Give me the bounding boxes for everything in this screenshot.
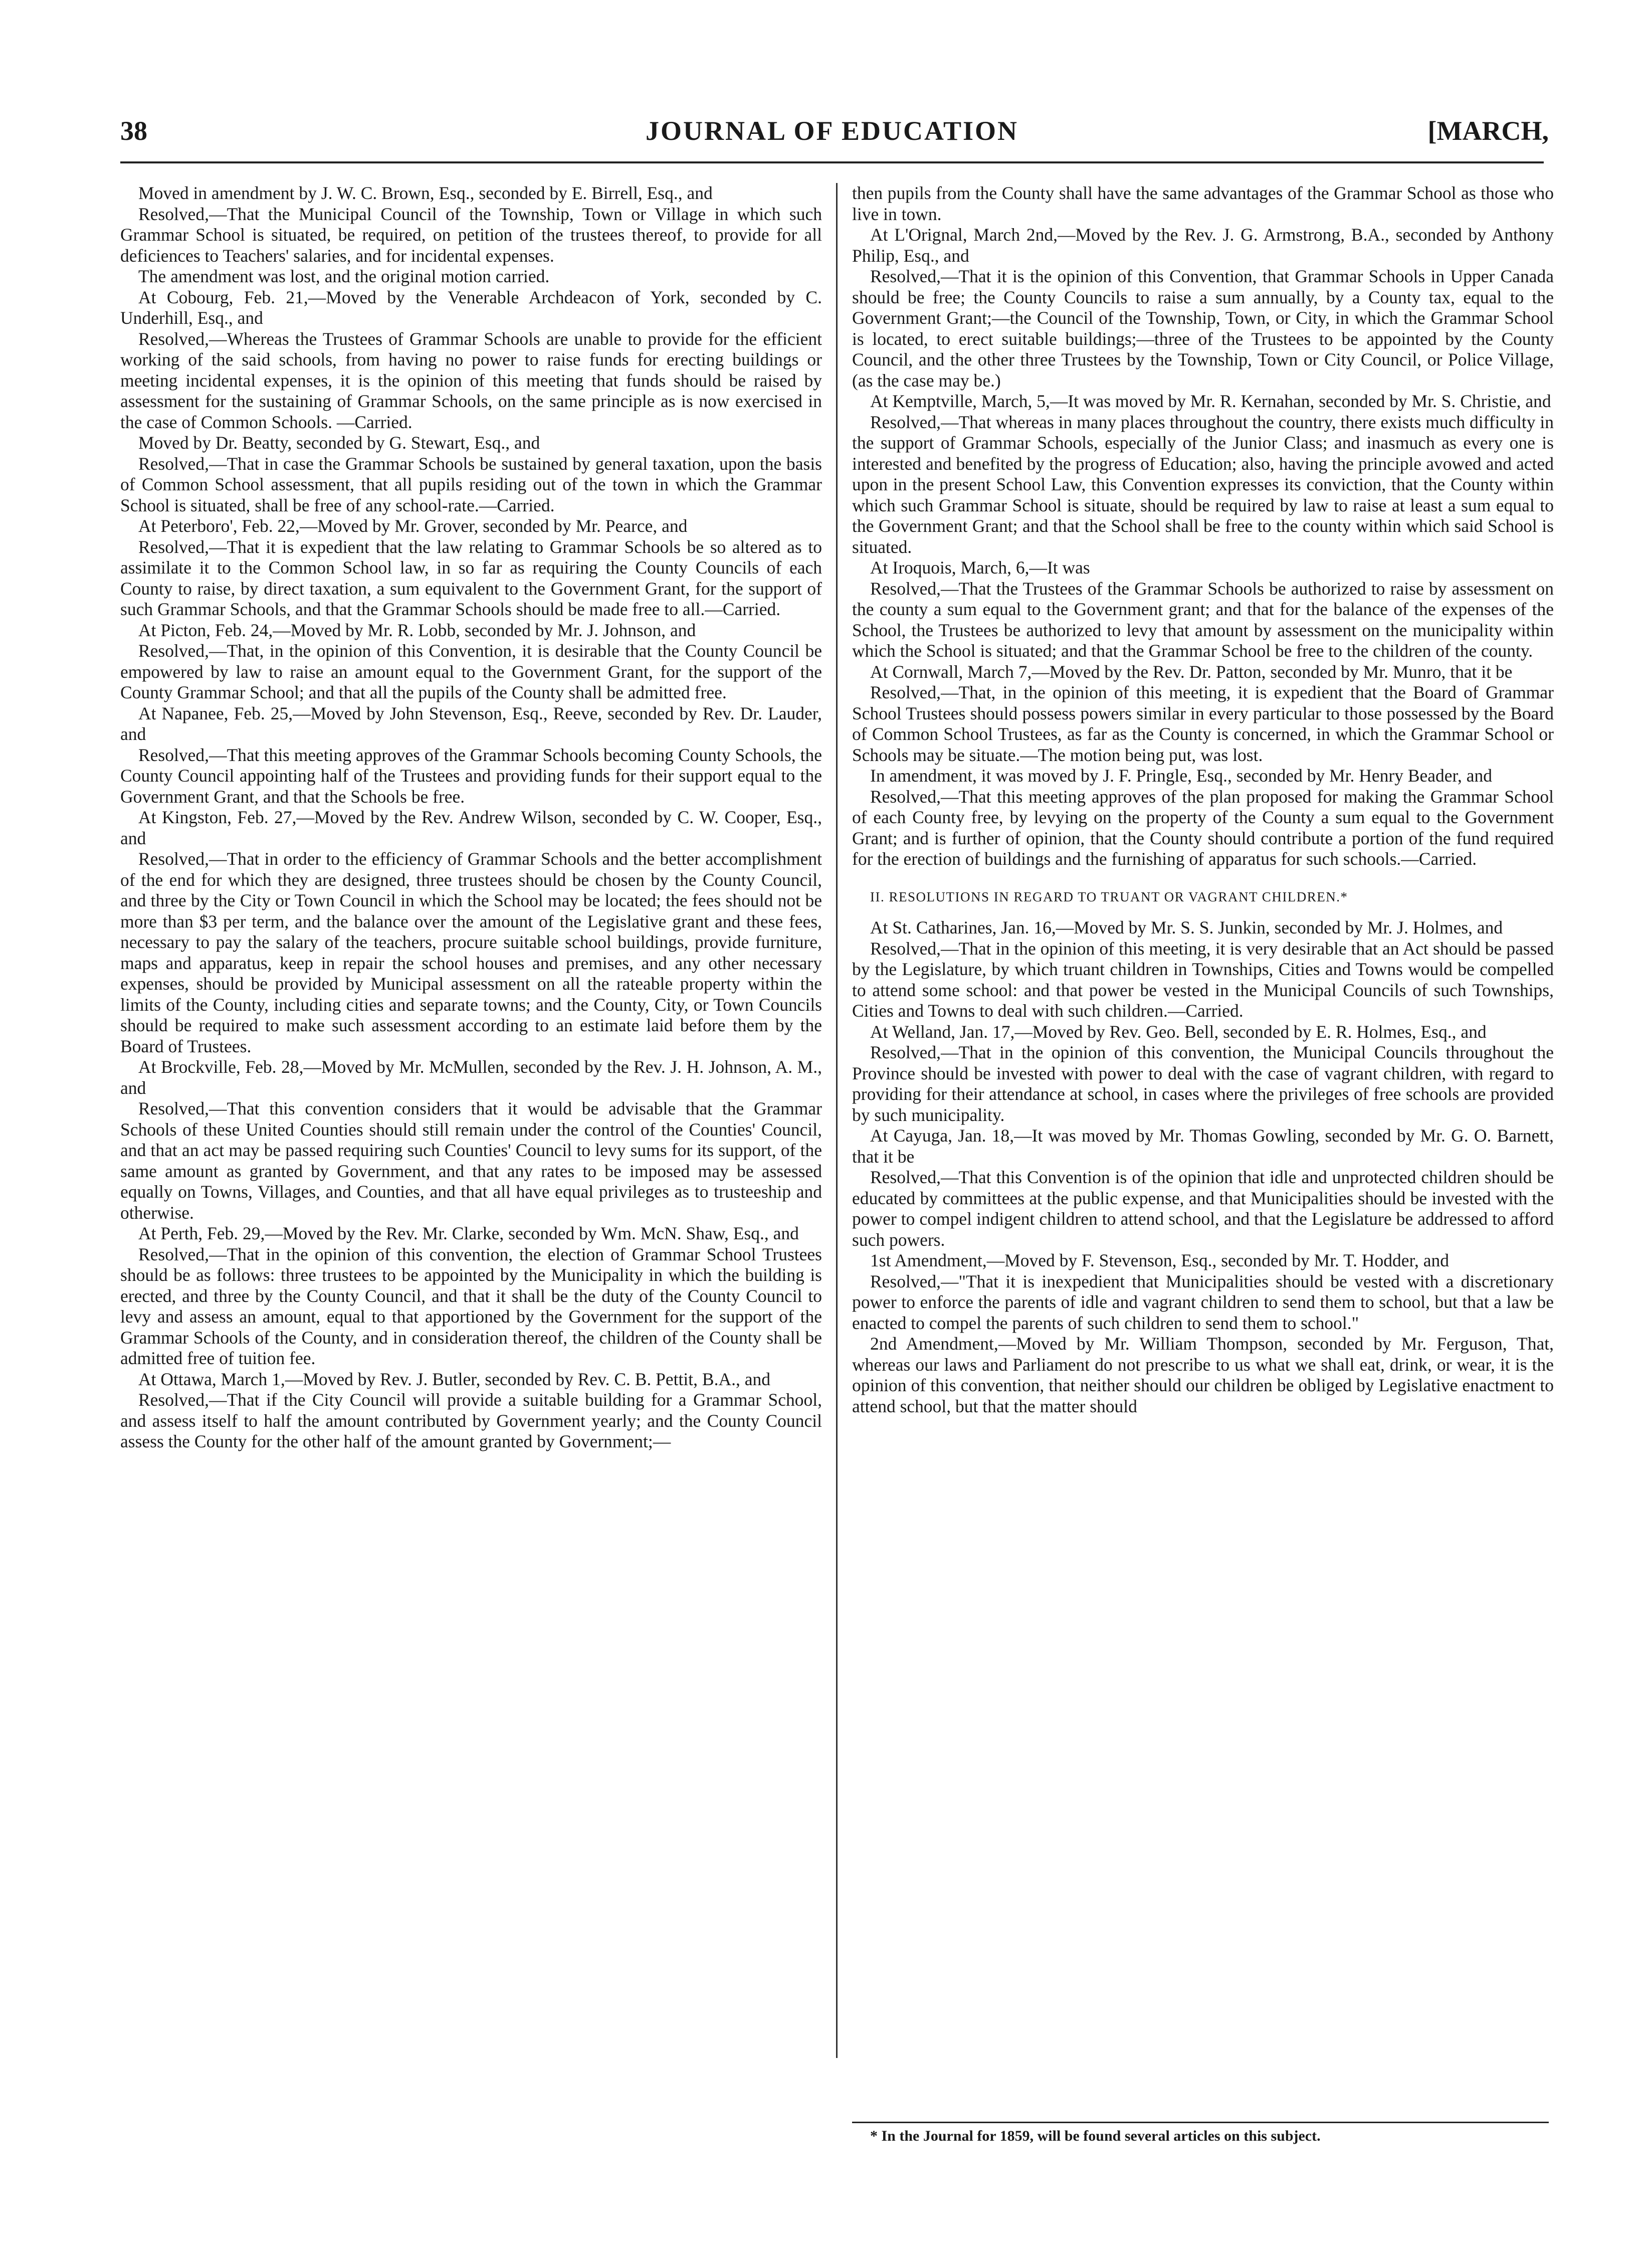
footnote: * In the Journal for 1859, will be found several articles on this subject. bbox=[870, 2128, 1321, 2144]
paragraph: Moved in amendment by J. W. C. Brown, Esq., seconded by E. Birrell, Esq., and bbox=[138, 183, 713, 203]
paragraph: At Peterboro', Feb. 22,—Moved by Mr. Grover, seconded by Mr. Pearce, and bbox=[138, 516, 688, 536]
paragraph: Resolved,—Whereas the Trustees of Grammar Schools are unable to provide for the efficient working of the said schools, from having no power to raise funds for erecting buildings or meeting incidental expenses, it is the opinion of this meeting that funds should be raised by assessment for the sustaining of Grammar Schools, on the same principle as is now exercised in the case of Common Schools. —Carried. bbox=[120, 328, 822, 432]
paragraph: At Kingston, Feb. 27,—Moved by the Rev. Andrew Wilson, seconded by C. W. Cooper, Esq., and bbox=[120, 807, 822, 848]
running-header bbox=[110, 115, 1554, 160]
paragraph: At Napanee, Feb. 25,—Moved by John Stevenson, Esq., Reeve, seconded by Rev. Dr. Lauder, and bbox=[120, 703, 822, 744]
right-column bbox=[852, 183, 1554, 2113]
paragraph: At Picton, Feb. 24,—Moved by Mr. R. Lobb, seconded by Mr. J. Johnson, and bbox=[138, 620, 696, 640]
header-month: [MARCH, bbox=[1427, 116, 1549, 146]
paragraph: Resolved,—That this convention considers that it would be advisable that the Grammar Schools of these United Counties should still remain under the control of the Counties' Council, and that an act may be passed requiring such Counties' Council to levy sums for its support, of the same amount as granted by Government, and that any rates to be imposed may be assessed equally on Towns, Villages, and Counties, and that all have equal privileges as to trusteeship and otherwise. bbox=[120, 1098, 822, 1223]
paragraph: The amendment was lost, and the original motion carried. bbox=[138, 266, 550, 286]
paragraph: Resolved,—That in the opinion of this convention, the Municipal Councils throughout the Province should be invested with power to deal with the case of vagrant children, with regard to providing for their attendance at school, in cases where the privileges of free schools are provided by such municipality. bbox=[852, 1042, 1554, 1125]
paragraph: Resolved,—That whereas in many places throughout the country, there exists much difficulty in the support of Grammar Schools, especially of the Junior Class; and inasmuch as every one is interested and benefited by the progress of Education; also, having the principle avowed and acted upon in the present School Law, this Convention expresses its conviction, that the County within which such Grammar School is situate, should be required by law to raise at least a sum equal to the Government Grant; and that the School shall be free to the county within which said School is situated. bbox=[852, 412, 1554, 557]
paragraph: At Cornwall, March 7,—Moved by the Rev. Dr. Patton, seconded by Mr. Munro, that it be bbox=[870, 661, 1513, 682]
paragraph: Moved by Dr. Beatty, seconded by G. Stewart, Esq., and bbox=[138, 433, 540, 453]
paragraph: At Welland, Jan. 17,—Moved by Rev. Geo. Bell, seconded by E. R. Holmes, Esq., and bbox=[870, 1021, 1487, 1042]
paragraph: Resolved,—That in the opinion of this meeting, it is very desirable that an Act should be passed by the Legislature, by which truant children in Townships, Cities and Towns would be compelled to attend some school: and that power be vested in the Municipal Councils of such Townships, Cities and Towns to deal with such children.—Carried. bbox=[852, 938, 1554, 1021]
paragraph: Resolved,—That the Trustees of the Grammar Schools be authorized to raise by assessment on the county a sum equal to the Government grant; and that for the balance of the expenses of the School, the Trustees be authorized to levy that amount by assessment on the municipality within which the School is situated; and that the Grammar School be free to the children of the county. bbox=[852, 578, 1554, 661]
paragraph: 2nd Amendment,—Moved by Mr. William Thompson, seconded by Mr. Ferguson, That, whereas our laws and Parliament do not prescribe to us what we shall eat, drink, or wear, it is the opinion of this convention, that neither should our children be obliged by Legislative enactment to attend school, but that the matter should bbox=[852, 1334, 1554, 1416]
paragraph: Resolved,—That in the opinion of this convention, the election of Grammar School Trustees should be as follows: three trustees to be appointed by the Municipality in which the building is erected, and three by the County Council, and that it shall be the duty of the County Council to levy and assess an amount, equal to that apportioned by the Government for the support of the Grammar Schools of the County, and in consideration thereof, the children of the County shall be admitted free of tuition fee. bbox=[120, 1244, 822, 1368]
paragraph: Resolved,—That if the City Council will provide a suitable building for a Grammar School, and assess itself to half the amount contributed by Government yearly; and the County Council assess the County for the other half of the amount granted by Government;— bbox=[120, 1390, 822, 1451]
header-rule bbox=[120, 161, 1544, 163]
paragraph: Resolved,—That the Municipal Council of the Township, Town or Village in which such Grammar School is situated, be required, on petition of the trustees thereof, to provide for all deficiences to Teachers' salaries, and for incidental expenses. bbox=[120, 204, 822, 266]
paragraph: At Iroquois, March, 6,—It was bbox=[870, 557, 1090, 578]
paragraph: In amendment, it was moved by J. F. Pringle, Esq., seconded by Mr. Henry Beader, and bbox=[870, 766, 1492, 786]
page-number: 38 bbox=[120, 116, 147, 146]
paragraph: Resolved,—That in order to the efficiency of Grammar Schools and the better accomplishment of the end for which they are designed, three trustees should be chosen by the County Council, and three by the City or Town Council in which the School may be located; the fees should not be more than $3 per term, and the balance over the amount of the Legislative grant and these fees, necessary to pay the salary of the teachers, procure suitable school buildings, provide furniture, maps and apparatus, keep in repair the school houses and premises, and any other necessary expenses, should be provided by Municipal assessment on all the rateable property within the limits of the County, including cities and separate towns; and the County, City, or Town Councils should be required to make such assessment according to an estimate laid before them by the Board of Trustees. bbox=[120, 849, 822, 1056]
column-divider bbox=[836, 183, 838, 2058]
paragraph: At Kemptville, March, 5,—It was moved by Mr. R. Kernahan, seconded by Mr. S. Christie, and bbox=[870, 391, 1551, 411]
paragraph: Resolved,—That it is the opinion of this Convention, that Grammar Schools in Upper Canada should be free; the County Councils to raise a sum annually, by a County tax, equal to the Government Grant;—the Council of the Township, Town, or City, in which the Grammar School is located, to erect suitable buildings;—three of the Trustees to be appointed by the County Council, and the other three Trustees by the Township, Town or City Council, or Police Village, (as the case may be.) bbox=[852, 266, 1554, 391]
paragraph: At L'Orignal, March 2nd,—Moved by the Rev. J. G. Armstrong, B.A., seconded by Anthony Philip, Esq., and bbox=[852, 225, 1554, 266]
paragraph: then pupils from the County shall have the same advantages of the Grammar School as those who live in town. bbox=[852, 183, 1554, 224]
paragraph: Resolved,—That it is expedient that the law relating to Grammar Schools be so altered as to assimilate it to the Common School law, in so far as requiring the County Councils of each County to raise, by direct taxation, a sum equivalent to the Government Grant, for the support of such Grammar Schools, and that the Grammar Schools should be made free to all.—Carried. bbox=[120, 536, 822, 619]
paragraph: Resolved,—That this Convention is of the opinion that idle and unprotected children should be educated by committees at the public expense, and that Municipalities should be invested with the power to compel indigent children to attend school, and that the Legislature be addressed to afford such powers. bbox=[852, 1167, 1554, 1250]
paragraph: Resolved,—That, in the opinion of this meeting, it is expedient that the Board of Grammar School Trustees should possess powers similar in every particular to those possessed by the Board of Common School Trustees, as far as the County is concerned, in which the Grammar School or Schools may be situate.—The motion being put, was lost. bbox=[852, 682, 1554, 765]
footnote-rule bbox=[852, 2122, 1549, 2123]
journal-title: JOURNAL OF EDUCATION bbox=[645, 116, 1019, 146]
paragraph: Resolved,—That this meeting approves of the Grammar Schools becoming County Schools, the County Council appointing half of the Trustees and providing funds for their support equal to the Government Grant, and that the Schools be free. bbox=[120, 744, 822, 807]
paragraph: Resolved,—"That it is inexpedient that Municipalities should be vested with a discretionary power to enforce the parents of idle and vagrant children to send them to school, but that a law be enacted to compel the parents of such children to send them to school." bbox=[852, 1271, 1554, 1333]
paragraph: At Perth, Feb. 29,—Moved by the Rev. Mr. Clarke, seconded by Wm. McN. Shaw, Esq., and bbox=[138, 1223, 799, 1243]
paragraph: At Cobourg, Feb. 21,—Moved by the Venerable Archdeacon of York, seconded by C. Underhill, Esq., and bbox=[120, 287, 822, 328]
paragraph: Resolved,—That, in the opinion of this Convention, it is desirable that the County Council be empowered by law to raise an amount equal to the Government Grant, for the support of the County Grammar School; and that all the pupils of the County shall be admitted free. bbox=[120, 641, 822, 702]
paragraph: At Ottawa, March 1,—Moved by Rev. J. Butler, seconded by Rev. C. B. Pettit, B.A., and bbox=[138, 1369, 770, 1389]
paragraph: Resolved,—That in case the Grammar Schools be sustained by general taxation, upon the basis of Common School assessment, that all pupils residing out of the town in which the Grammar School is situated, shall be free of any school-rate.—Carried. bbox=[120, 453, 822, 515]
paragraph: At St. Catharines, Jan. 16,—Moved by Mr. S. S. Junkin, seconded by Mr. J. Holmes, and bbox=[870, 917, 1503, 938]
section-heading: II. RESOLUTIONS IN REGARD TO TRUANT OR VAGRANT CHILDREN.* bbox=[870, 889, 1348, 904]
left-column bbox=[120, 183, 822, 2113]
paragraph: 1st Amendment,—Moved by F. Stevenson, Esq., seconded by Mr. T. Hodder, and bbox=[870, 1250, 1449, 1270]
paragraph: At Cayuga, Jan. 18,—It was moved by Mr. Thomas Gowling, seconded by Mr. G. O. Barnett, that it be bbox=[852, 1126, 1554, 1167]
paragraph: At Brockville, Feb. 28,—Moved by Mr. McMullen, seconded by the Rev. J. H. Johnson, A. M., and bbox=[120, 1057, 822, 1098]
paragraph: Resolved,—That this meeting approves of the plan proposed for making the Grammar School of each County free, by levying on the property of the County a sum equal to the Government Grant; and is further of opinion, that the County should contribute a portion of the fund required for the erection of buildings and the furnishing of apparatus for such schools.—Carried. bbox=[852, 786, 1554, 869]
